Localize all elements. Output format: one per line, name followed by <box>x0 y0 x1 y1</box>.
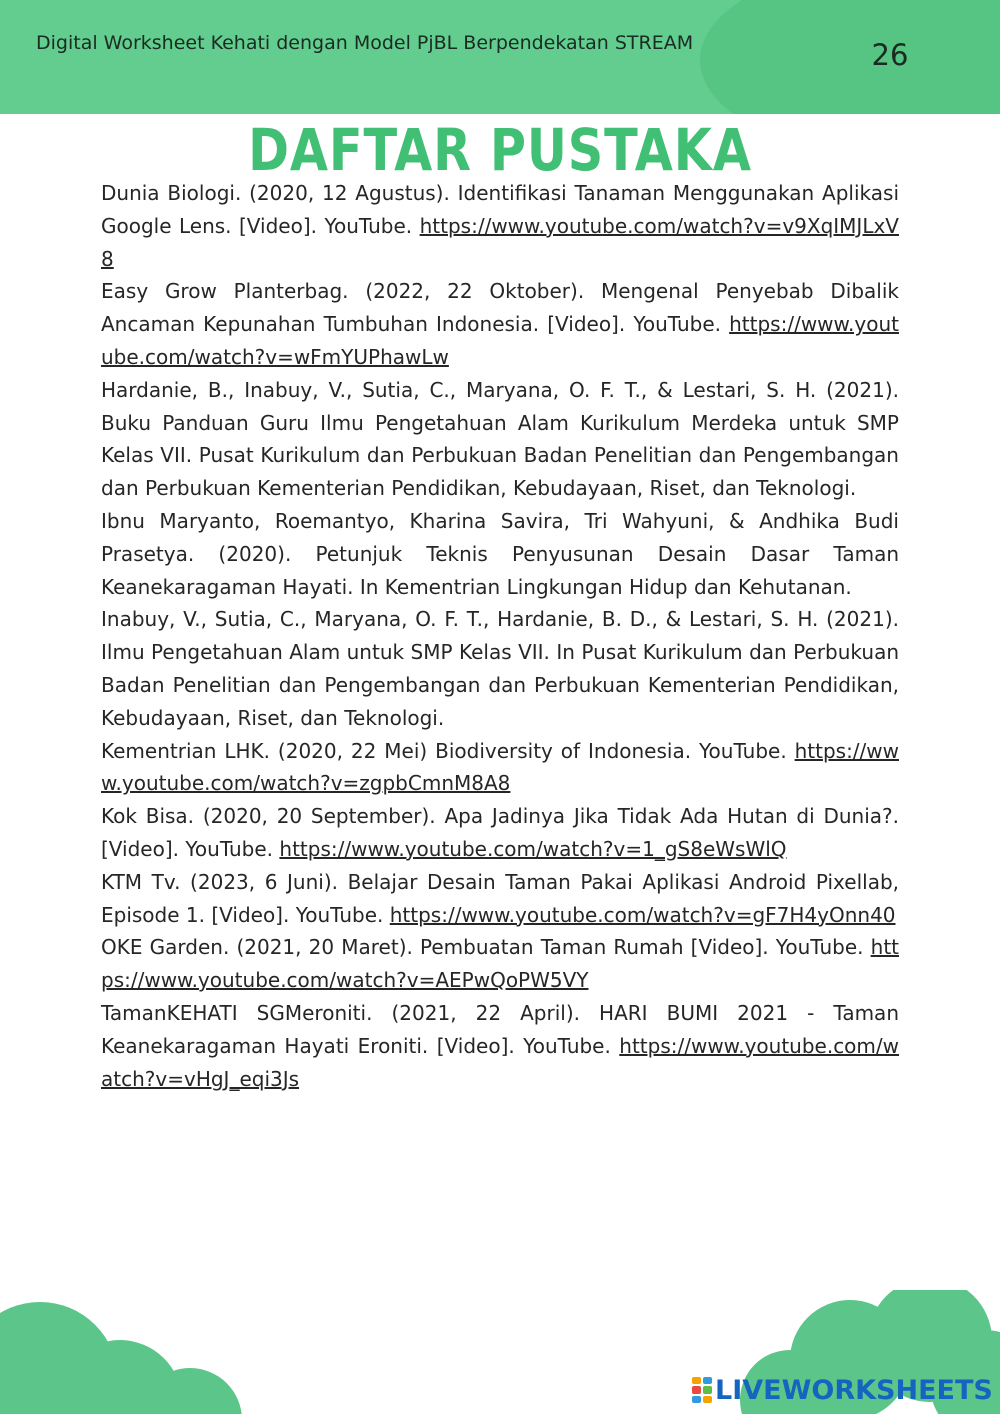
reference-text: Hardanie, B., Inabuy, V., Sutia, C., Maryana, O. F. T., & Lestari, S. H. (2021). Buku Panduan Guru Ilmu Pengetahuan Alam Kurikulum Merdeka untuk SMP Kelas VII. Pusat Kurikulum dan Perbukuan Badan Penelitian dan Pengembangan dan Perbukuan Kementerian Pendidikan, Kebudayaan, Riset, dan Teknologi. <box>101 377 899 501</box>
reference-item <box>101 866 899 932</box>
liveworksheets-watermark <box>692 1373 993 1407</box>
reference-text: OKE Garden. (2021, 20 Maret). Pembuatan Taman Rumah [Video]. YouTube. <box>101 935 871 960</box>
reference-text: Kok Bisa. (2020, 20 September). Apa Jadinya Jika Tidak Ada Hutan di Dunia?. [Video]. YouTube. <box>101 804 899 861</box>
reference-text: Easy Grow Planterbag. (2022, 22 Oktober). Mengenal Penyebab Dibalik Ancaman Kepunahan Tumbuhan Indonesia. [Video]. YouTube. <box>101 279 899 337</box>
reference-item <box>101 374 899 505</box>
reference-link[interactable]: https://www.youtube.com/watch?v=vHgJ_eqi3Js <box>101 1033 899 1091</box>
reference-item <box>101 275 899 373</box>
reference-link[interactable]: https://www.youtube.com/watch?v=v9XqIMJLxV8 <box>101 213 899 271</box>
reference-link[interactable]: https://www.youtube.com/watch?v=gF7H4yOnn40 <box>389 902 896 927</box>
reference-text: Ibnu Maryanto, Roemantyo, Kharina Savira, Tri Wahyuni, & Andhika Budi Prasetya. (2020). Petunjuk Teknis Penyusunan Desain Dasar Taman Keanekaragaman Hayati. In Kementrian Lingkungan Hidup dan Kehutanan. <box>101 508 899 599</box>
page-header <box>0 0 1000 114</box>
document-title: Digital Worksheet Kehati dengan Model PjBL Berpendekatan STREAM <box>36 32 694 54</box>
reference-link[interactable]: https://www.youtube.com/watch?v=1_gS8eWsWlQ <box>279 836 787 861</box>
header-decoration <box>700 0 1000 114</box>
reference-link[interactable]: https://www.youtube.com/watch?v=wFmYUPhawLw <box>101 312 899 369</box>
liveworksheets-logo-icon <box>692 1377 712 1403</box>
reference-item <box>101 931 899 997</box>
reference-item <box>101 603 899 734</box>
reference-text: TamanKEHATI SGMeroniti. (2021, 22 April). HARI BUMI 2021 - Taman Keanekaragaman Hayati Eroniti. [Video]. YouTube. <box>101 1000 899 1058</box>
page-number: 26 <box>871 38 909 72</box>
reference-text: Dunia Biologi. (2020, 12 Agustus). Identifikasi Tanaman Menggunakan Aplikasi Google Lens. [Video]. YouTube. <box>101 181 899 238</box>
reference-link[interactable]: https://www.youtube.com/watch?v=zgpbCmnM8A8 <box>101 738 899 796</box>
reference-item <box>101 997 899 1095</box>
page-heading: DAFTAR PUSTAKA <box>248 116 752 184</box>
reference-text: Kementrian LHK. (2020, 22 Mei) Biodiversity of Indonesia. YouTube. <box>101 738 795 763</box>
reference-item <box>101 177 899 275</box>
reference-list <box>101 177 899 1095</box>
reference-link[interactable]: https://www.youtube.com/watch?v=AEPwQoPW5VY <box>101 935 899 993</box>
reference-item <box>101 505 899 603</box>
reference-text: Inabuy, V., Sutia, C., Maryana, O. F. T., Hardanie, B. D., & Lestari, S. H. (2021). Ilmu Pengetahuan Alam untuk SMP Kelas VII. In Pusat Kurikulum dan Perbukuan Badan Penelitian dan Pengembangan dan Perbukuan Kementerian Pendidikan, Kebudayaan, Riset, dan Teknologi. <box>101 607 899 730</box>
reference-item <box>101 735 899 801</box>
reference-item <box>101 800 899 866</box>
watermark-text: LIVEWORKSHEETS <box>715 1374 993 1406</box>
reference-text: KTM Tv. (2023, 6 Juni). Belajar Desain Taman Pakai Aplikasi Android Pixellab, Episode 1. [Video]. YouTube. <box>101 869 899 927</box>
